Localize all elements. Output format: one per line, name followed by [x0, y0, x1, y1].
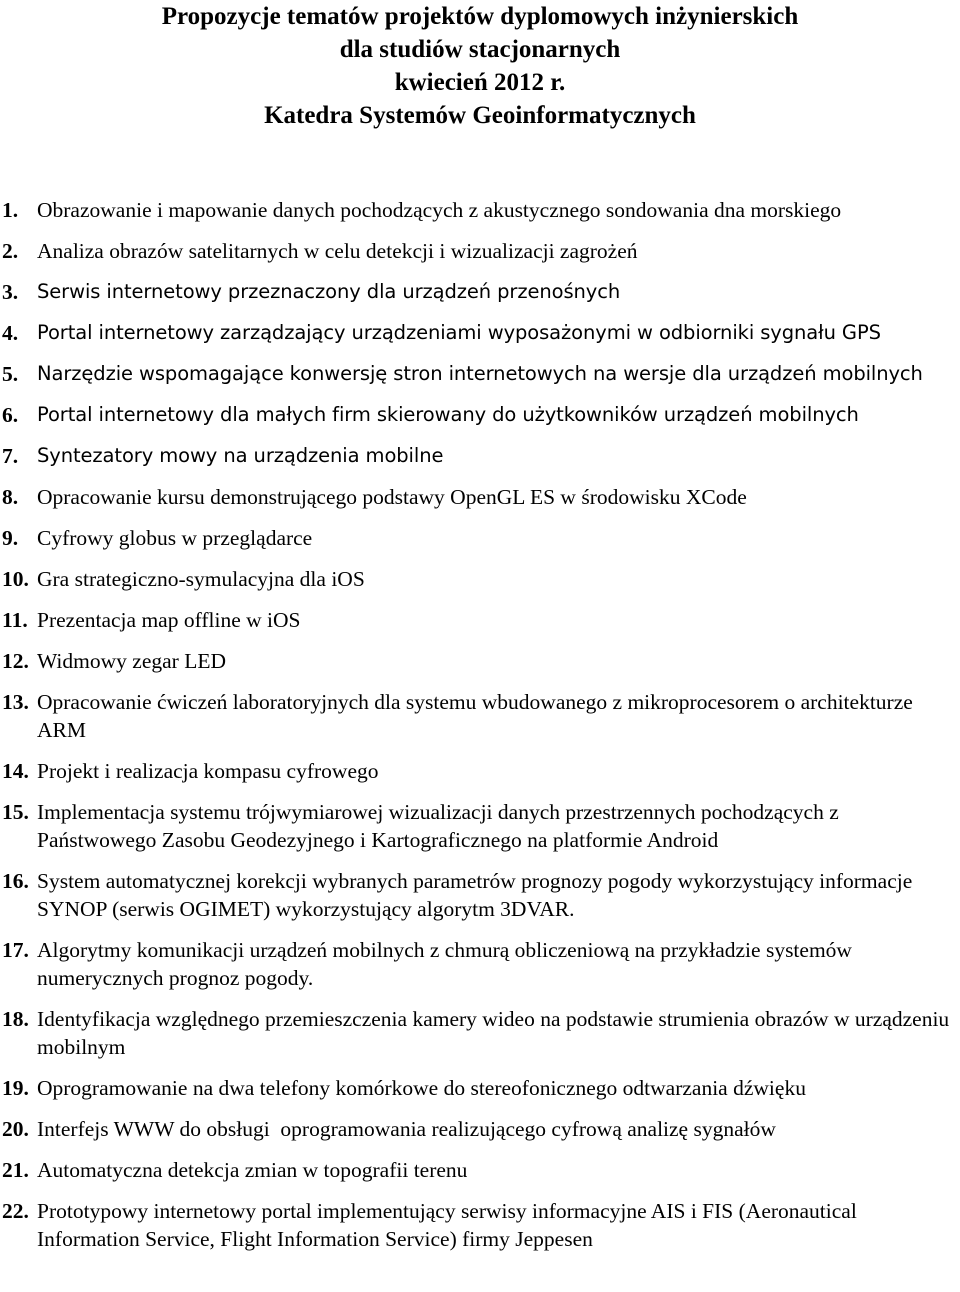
- list-item: [0, 757, 960, 785]
- list-item: [0, 196, 960, 224]
- list-item: [0, 360, 960, 388]
- item-number: 17.: [2, 938, 29, 962]
- header-title: Propozycje tematów projektów dyplomowych inżynierskich: [161, 3, 799, 30]
- item-text: Syntezatory mowy na urządzenia mobilne: [37, 444, 444, 467]
- item-number: 11.: [2, 608, 28, 632]
- list-item: [0, 319, 960, 347]
- item-text: Implementacja systemu trójwymiarowej wizualizacji danych przestrzennych pochodzących z Państwowego Zasobu Geodezyjnego i Kartograficznego na platformie Android: [37, 800, 839, 852]
- header-date: kwiecień 2012 r.: [394, 69, 566, 96]
- list-item: [0, 688, 960, 744]
- list-item: [0, 867, 960, 923]
- document-header: [0, 0, 960, 132]
- list-item: [0, 1074, 960, 1102]
- item-number: 18.: [2, 1007, 29, 1031]
- item-text: Prototypowy internetowy portal implementujący serwisy informacyjne AIS i FIS (Aeronautical Information Service, Flight Information Service) firmy Jeppesen: [37, 1199, 857, 1251]
- item-number: 16.: [2, 869, 29, 893]
- list-item: [0, 1005, 960, 1061]
- header-department: Katedra Systemów Geoinformatycznych: [264, 102, 696, 129]
- item-text: Prezentacja map offline w iOS: [37, 608, 301, 632]
- list-item: [0, 278, 960, 306]
- item-number: 2.: [2, 239, 19, 263]
- header-subtitle: dla studiów stacjonarnych: [339, 36, 621, 63]
- item-text: Interfejs WWW do obsługi oprogramowania realizującego cyfrową analizę sygnałów: [37, 1117, 776, 1141]
- item-number: 6.: [2, 403, 19, 427]
- item-number: 7.: [2, 444, 19, 468]
- item-text: Projekt i realizacja kompasu cyfrowego: [37, 759, 379, 783]
- item-number: 3.: [2, 280, 19, 304]
- list-item: [0, 647, 960, 675]
- item-number: 14.: [2, 759, 29, 783]
- item-number: 1.: [2, 198, 19, 222]
- item-text: Cyfrowy globus w przeglądarce: [37, 526, 313, 550]
- item-text: Narzędzie wspomagające konwersję stron internetowych na wersje dla urządzeń mobilnych: [37, 362, 923, 385]
- topic-list: [0, 196, 960, 1266]
- item-text: System automatycznej korekcji wybranych parametrów prognozy pogody wykorzystujący informacje SYNOP (serwis OGIMET) wykorzystujący algorytm 3DVAR.: [37, 869, 913, 921]
- item-number: 10.: [2, 567, 29, 591]
- list-item: [0, 565, 960, 593]
- list-item: [0, 1197, 960, 1253]
- item-text: Opracowanie kursu demonstrującego podstawy OpenGL ES w środowisku XCode: [37, 485, 747, 509]
- item-number: 20.: [2, 1117, 29, 1141]
- item-text: Algorytmy komunikacji urządzeń mobilnych z chmurą obliczeniową na przykładzie systemów numerycznych prognoz pogody.: [37, 938, 852, 990]
- item-number: 19.: [2, 1076, 29, 1100]
- item-text: Serwis internetowy przeznaczony dla urządzeń przenośnych: [37, 280, 621, 303]
- item-text: Widmowy zegar LED: [37, 649, 226, 673]
- list-item: [0, 483, 960, 511]
- item-number: 12.: [2, 649, 29, 673]
- item-text: Portal internetowy zarządzający urządzeniami wyposażonymi w odbiorniki sygnału GPS: [37, 321, 881, 344]
- list-item: [0, 401, 960, 429]
- list-item: [0, 606, 960, 634]
- item-text: Opracowanie ćwiczeń laboratoryjnych dla systemu wbudowanego z mikroprocesorem o architekturze ARM: [37, 690, 913, 742]
- item-number: 15.: [2, 800, 29, 824]
- item-number: 4.: [2, 321, 19, 345]
- item-number: 8.: [2, 485, 19, 509]
- item-number: 13.: [2, 690, 29, 714]
- item-text: Identyfikacja względnego przemieszczenia kamery wideo na podstawie strumienia obrazów w urządzeniu mobilnym: [37, 1007, 950, 1059]
- item-number: 21.: [2, 1158, 29, 1182]
- list-item: [0, 524, 960, 552]
- item-text: Oprogramowanie na dwa telefony komórkowe do stereofonicznego odtwarzania dźwięku: [37, 1076, 806, 1100]
- item-number: 5.: [2, 362, 19, 386]
- list-item: [0, 442, 960, 470]
- item-text: Portal internetowy dla małych firm skierowany do użytkowników urządzeń mobilnych: [37, 403, 859, 426]
- item-text: Analiza obrazów satelitarnych w celu detekcji i wizualizacji zagrożeń: [37, 239, 638, 263]
- list-item: [0, 936, 960, 992]
- item-text: Automatyczna detekcja zmian w topografii terenu: [37, 1158, 468, 1182]
- list-item: [0, 1156, 960, 1184]
- item-number: 22.: [2, 1199, 29, 1223]
- list-item: [0, 798, 960, 854]
- list-item: [0, 237, 960, 265]
- item-text: Obrazowanie i mapowanie danych pochodzących z akustycznego sondowania dna morskiego: [37, 198, 842, 222]
- item-number: 9.: [2, 526, 19, 550]
- list-item: [0, 1115, 960, 1143]
- item-text: Gra strategiczno-symulacyjna dla iOS: [37, 567, 365, 591]
